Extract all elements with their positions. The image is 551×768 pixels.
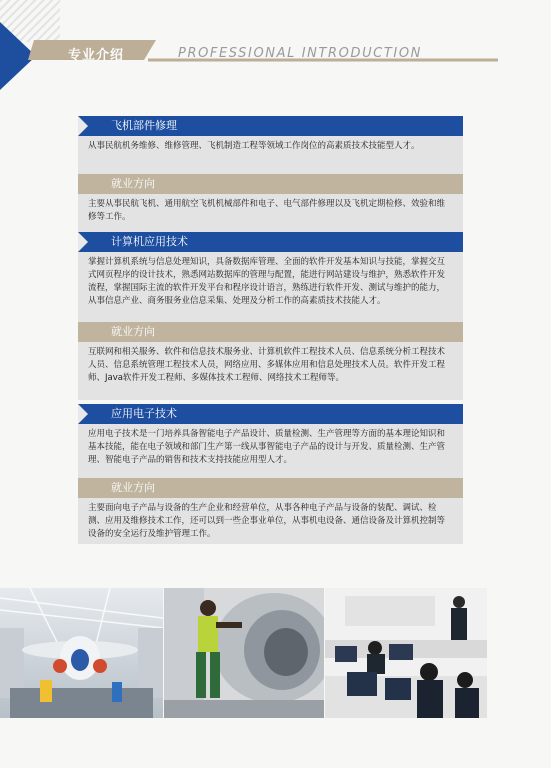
section-title: 飞机部件修理 bbox=[111, 119, 177, 132]
section-description: 应用电子技术是一门培养具备智能电子产品设计、质量检测、生产管理等方面的基本理论知识和基本技能，能在电子领域和部门生产第一线从事智能电子产品的设计与开发、质量检测、生产管理、智能电子产品的销售和技术支持技能应用型人才。 bbox=[78, 424, 463, 478]
employment-title-bar bbox=[78, 322, 463, 342]
employment-description: 主要从事民航飞机、通用航空飞机机械部件和电子、电气部件修理以及飞机定期检修、效验和维修等工作。 bbox=[78, 194, 463, 232]
employment-title: 就业方向 bbox=[111, 481, 155, 494]
employment-title-bar bbox=[78, 478, 463, 498]
section-title-bar-aircraft-repair bbox=[78, 116, 463, 136]
section-title-bar-computer-applications bbox=[78, 232, 463, 252]
employment-title: 就业方向 bbox=[111, 177, 155, 190]
header-title-en: PROFESSIONAL INTRODUCTION bbox=[178, 46, 422, 61]
employment-description: 互联网和相关服务、软件和信息技术服务业、计算机软件工程技术人员、信息系统分析工程技术人员、信息系统管理工程技术人员，网络应用、多媒体应用和信息处理技术人员。软件开发工程师、Java软件开发工程师、多媒体技术工程师、网络技术工程师等。 bbox=[78, 342, 463, 400]
photo-aircraft-hangar bbox=[0, 588, 163, 718]
employment-title: 就业方向 bbox=[111, 325, 155, 338]
section-description: 掌握计算机系统与信息处理知识，具备数据库管理、全面的软件开发基本知识与技能，掌握交互式网页程序的设计技术，熟悉网站数据库的管理与配置，能进行网站建设与维护，熟悉软件开发流程，掌握国际主流的软件开发平台和程序设计语言，熟练进行软件开发、测试与维护的能力，从事信息产业、商务服务业信息采集、处理及分析工作的高素质技术技能人才。 bbox=[78, 252, 463, 322]
employment-description: 主要面向电子产品与设备的生产企业和经营单位，从事各种电子产品与设备的装配、调试、检测、应用及维修技术工作，还可以到一些企事业单位，从事机电设备、通信设备及计算机控制等设备的安全运行及维护管理工作。 bbox=[78, 498, 463, 544]
header-title-cn: 专业介绍 bbox=[68, 48, 125, 63]
photo-mechanic-at-engine bbox=[164, 588, 324, 718]
section-marker-icon bbox=[78, 232, 88, 252]
photo-computer-lab bbox=[325, 588, 487, 718]
section-title-bar-applied-electronics bbox=[78, 404, 463, 424]
section-title: 应用电子技术 bbox=[111, 407, 177, 420]
section-marker-icon bbox=[78, 116, 88, 136]
section-marker-icon bbox=[78, 404, 88, 424]
section-title: 计算机应用技术 bbox=[111, 235, 188, 248]
section-description: 从事民航机务维修、维修管理、飞机制造工程等领域工作岗位的高素质技术技能型人才。 bbox=[78, 136, 463, 174]
employment-title-bar bbox=[78, 174, 463, 194]
